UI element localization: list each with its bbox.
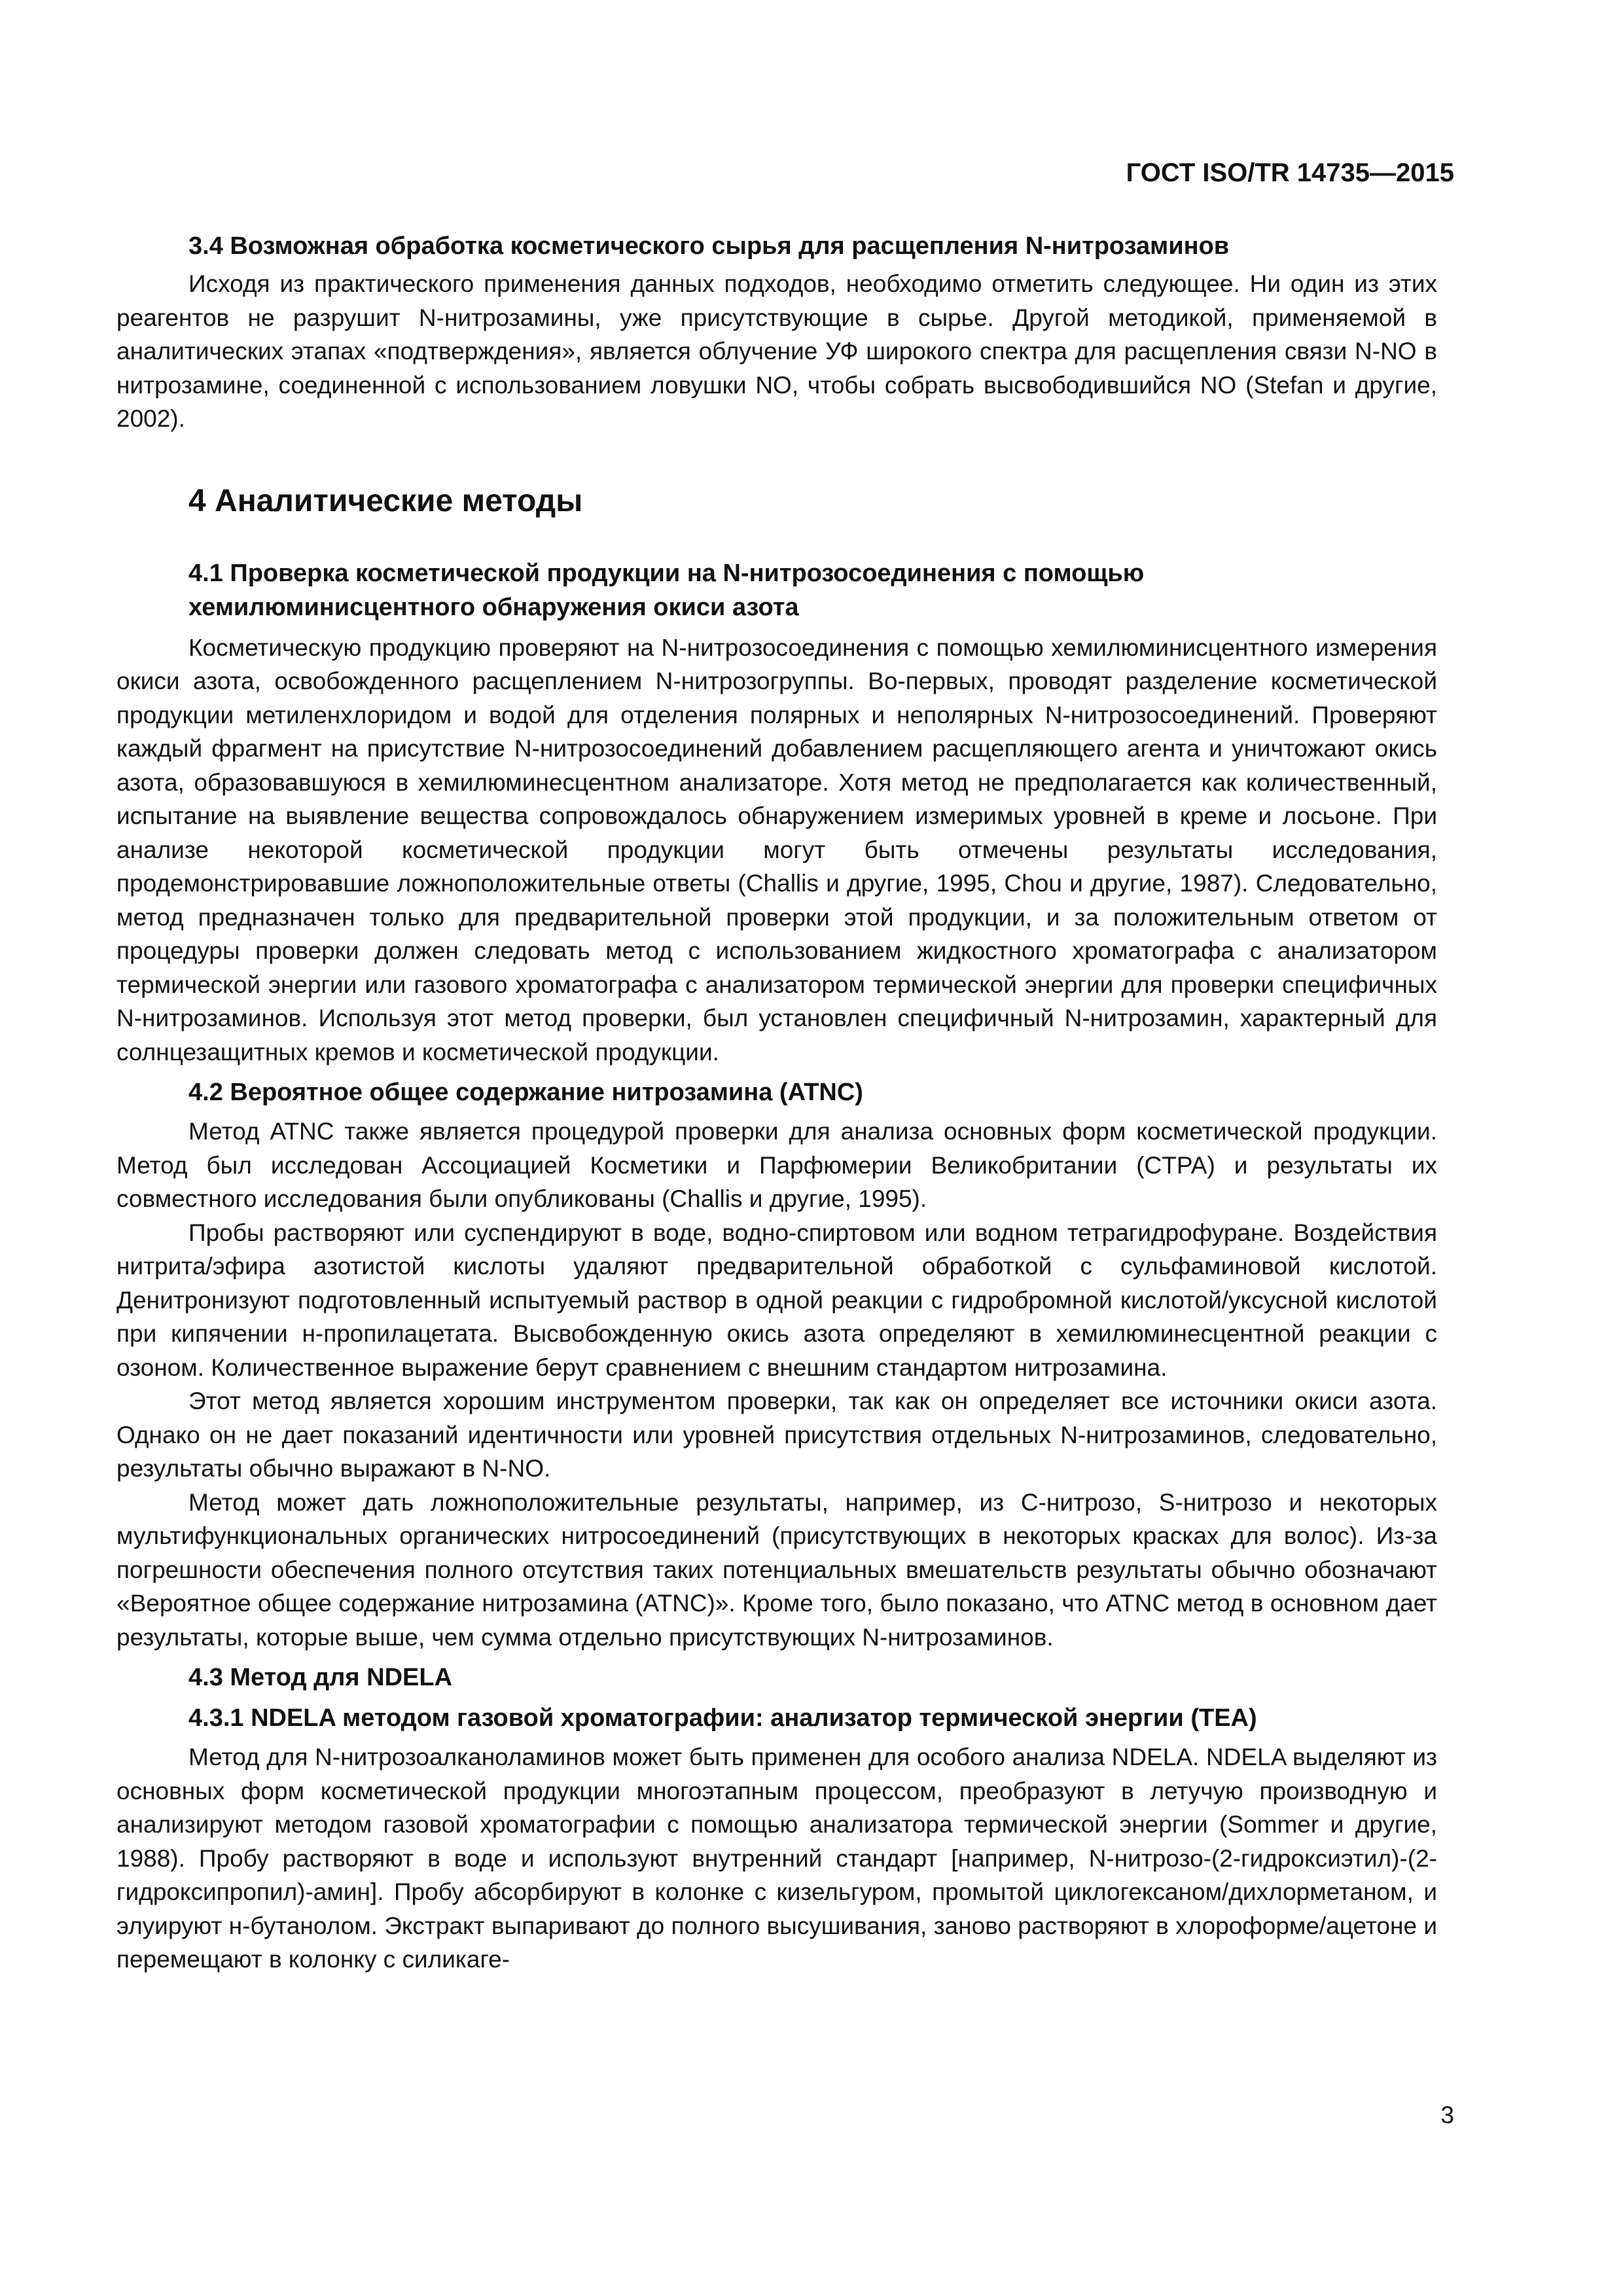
section-3-4-paragraph-1: Исходя из практического применения данных подходов, необходимо отметить следующее. Ни один из этих реагентов не разрушит N-нитрозамины, уже присутствующие в сырье. Другой методикой, применяемой в аналитических этапах «подтверждения», является облучение УФ широкого спектра для расщепления связи N-NO в нитрозамине, соединенной с использованием ловушки NO, чтобы собрать высвободившийся NO (Stefan и другие, 2002). [116,270,1437,432]
section-4-2-heading: 4.2 Вероятное общее содержание нитрозамина (ATNC) [188,1079,863,1106]
section-4-1-paragraph-1: Косметическую продукцию проверяют на N-нитрозосоединения с помощью хемилюминисцентного измерения окиси азота, освобожденного расщеплением N-нитрозогруппы. Во-первых, проводят разделение косметической продукции метиленхлоридом и водой для отделения полярных и неполярных N-нитрозосоединений. Проверяют каждый фрагмент на присутствие N-нитрозосоединений добавлением расщепляющего агента и уничтожают окись азота, образовавшуюся в хемилюминесцентном анализаторе. Хотя метод не предполагается как количественный, испытание на выявление вещества сопровождалось обнаружением измеримых уровней в креме и лосьоне. При анализе некоторой косметической продукции могут быть отмечены результаты исследования, продемонстрировавшие ложноположительные ответы (Challis и другие, 1995, Chou и другие, 1987). Следовательно, метод предназначен только для предварительной проверки этой продукции, и за положительным ответом от процедуры проверки должен следовать метод с использованием жидкостного хроматографа с анализатором термической энергии или газового хроматографа с анализатором термической энергии для проверки специфичных N-нитрозаминов. Используя этот метод проверки, был установлен специфичный N-нитрозамин, характерный для солнцезащитных кремов и косметической продукции. [116,634,1437,1066]
section-4-2-paragraph-1: Метод ATNC также является процедурой проверки для анализа основных форм косметической продукции. Метод был исследован Ассоциацией Косметики и Парфюмерии Великобритании (CTPA) и результаты их совместного исследования были опубликованы (Challis и другие, 1995). [116,1118,1437,1212]
section-4-2-paragraph-3: Этот метод является хорошим инструментом проверки, так как он определяет все источники окиси азота. Однако он не дает показаний идентичности или уровней присутствия отдельных N-нитрозаминов, следовательно, результаты обычно выражают в N-NO. [116,1388,1437,1482]
section-4-2-paragraph-2: Пробы растворяют или суспендируют в воде, водно-спиртовом или водном тетрагидрофуране. Воздействия нитрита/эфира азотистой кислоты удаляют предварительной обработкой с сульфаминовой кислотой. Денитронизуют подготовленный испытуемый раствор в одной реакции с гидробромной кислотой/уксусной кислотой при кипячении н-пропилацетата. Высвобожденную окись азота определяют в хемилюминесцентной реакции с озоном. Количественное выражение берут сравнением с внешним стандартом нитрозамина. [116,1219,1437,1381]
section-4-heading: 4 Аналитические методы [188,483,583,518]
document-body [116,229,1437,1977]
section-4-1-heading-line-1: 4.1 Проверка косметической продукции на N-нитрозосоединения с помощью [188,559,1145,587]
section-4-1-heading-line-2: хемилюминисцентного обнаружения окиси азота [188,593,799,621]
section-4-1-heading [116,556,1437,624]
section-4-3-1-heading: 4.3.1 NDELA методом газовой хроматографии: анализатор термической энергии (TEA) [188,1704,1257,1732]
section-4-2-paragraph-4: Метод может дать ложноположительные результаты, например, из C-нитрозо, S-нитрозо и некоторых мультифункциональных органических нитросоединений (присутствующих в некоторых красках для волос). Из-за погрешности обеспечения полного отсутствия таких потенциальных вмешательств результаты обычно обозначают «Вероятное общее содержание нитрозамина (ATNC)». Кроме того, было показано, что ATNC метод в основном дает результаты, которые выше, чем сумма отдельно присутствующих N-нитрозаминов. [116,1488,1437,1651]
document-header-standard-id: ГОСТ ISO/TR 14735—2015 [1126,158,1454,187]
section-4-3-heading: 4.3 Метод для NDELA [188,1664,453,1691]
section-4-3-1-paragraph-1: Метод для N-нитрозоалканоламинов может быть применен для особого анализа NDELA. NDELA выделяют из основных форм косметической продукции многоэтапным процессом, преобразуют в летучую производную и анализируют методом газовой хроматографии с помощью анализатора термической энергии (Sommer и другие, 1988). Пробу растворяют в воде и используют внутренний стандарт [например, N-нитрозо-(2-гидроксиэтил)-(2-гидроксипропил)-амин]. Пробу абсорбируют в колонке с кизельгуром, промытой циклогексаном/дихлорметаном, и элуируют н-бутанолом. Экстракт выпаривают до полного высушивания, заново растворяют в хлороформе/ацетоне и перемещают в колонку с силикаге- [116,1744,1437,1973]
page-number: 3 [1440,2102,1454,2128]
section-3-4-heading: 3.4 Возможная обработка косметического сырья для расщепления N-нитрозаминов [188,232,1230,260]
